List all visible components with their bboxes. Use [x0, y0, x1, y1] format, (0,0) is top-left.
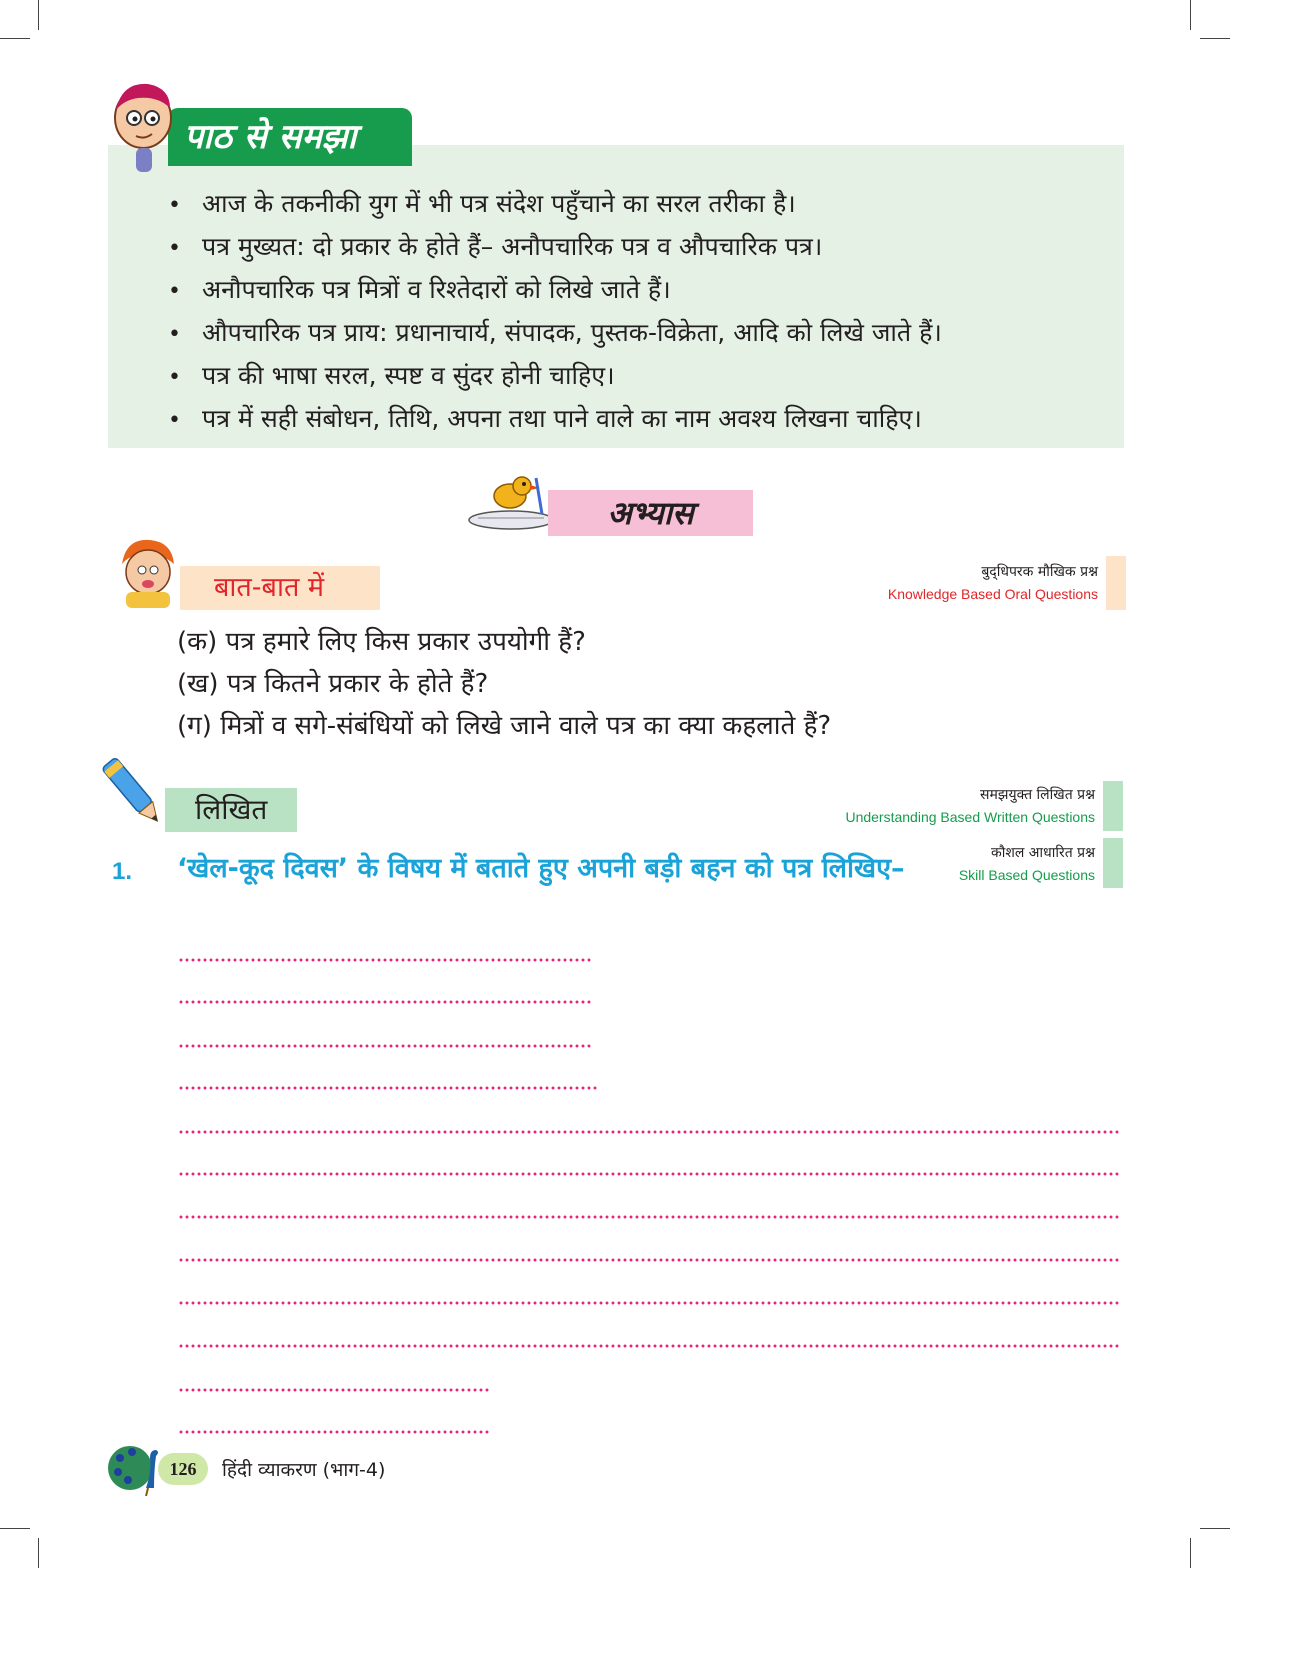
answer-line[interactable] [178, 1215, 1120, 1219]
summary-point: • पत्र मुख्यत: दो प्रकार के होते हैं– अनौपचारिक पत्र व औपचारिक पत्र। [168, 232, 823, 261]
summary-title: पाठ से समझा [168, 108, 412, 166]
page-number: 126 [158, 1453, 208, 1485]
written-label2-hi: कौशल आधारित प्रश्न [990, 845, 1095, 861]
answer-line[interactable] [178, 1344, 1120, 1348]
written-label-understanding [845, 784, 1095, 828]
question-text: ‘खेल-कूद दिवस’ के विषय में बताते हुए अपनी बड़ी बहन को पत्र लिखिए– [177, 853, 905, 884]
oral-question: (ख) पत्र कितने प्रकार के होते हैं? [177, 669, 489, 699]
written-label-skill [959, 842, 1095, 886]
oral-question: (क) पत्र हमारे लिए किस प्रकार उपयोगी हैं? [177, 627, 586, 657]
answer-line[interactable] [178, 1086, 598, 1090]
answer-line[interactable] [178, 1430, 490, 1434]
written-label1-hi: समझयुक्त लिखित प्रश्न [980, 787, 1095, 803]
pencil-illustration [98, 752, 168, 832]
summary-list [168, 185, 942, 443]
written-label1-bar [1103, 781, 1123, 831]
oral-label [888, 561, 1098, 605]
answer-line[interactable] [178, 1388, 490, 1392]
written-label1-en: Understanding Based Written Questions [845, 809, 1095, 825]
crop-mark [1190, 0, 1191, 30]
answer-line[interactable] [178, 1000, 591, 1004]
crop-mark [0, 38, 30, 39]
answer-line[interactable] [178, 1258, 1120, 1262]
answer-line[interactable] [178, 958, 591, 962]
oral-label-bar [1106, 556, 1126, 610]
summary-point: • पत्र की भाषा सरल, स्पष्ट व सुंदर होनी चाहिए। [168, 361, 615, 390]
summary-point: • आज के तकनीकी युग में भी पत्र संदेश पहुँचाने का सरल तरीका है। [168, 189, 796, 218]
answer-line[interactable] [178, 1044, 591, 1048]
summary-point: • पत्र में सही संबोधन, तिथि, अपना तथा पाने वाले का नाम अवश्य लिखना चाहिए। [168, 404, 922, 433]
crop-mark [38, 0, 39, 30]
answer-line[interactable] [178, 1301, 1120, 1305]
bird-writing-illustration [466, 470, 556, 530]
exercise-banner: अभ्यास [548, 490, 753, 536]
written-label2-bar [1103, 838, 1123, 888]
oral-question: (ग) मित्रों व सगे-संबंधियों को लिखे जाने वाले पत्र का क्या कहलाते हैं? [177, 711, 832, 741]
crop-mark [0, 1528, 30, 1529]
summary-point: • औपचारिक पत्र प्राय: प्रधानाचार्य, संपादक, पुस्तक-विक्रेता, आदि को लिखे जाते हैं। [168, 318, 942, 347]
oral-label-hi: बुद्‌धिपरक मौखिक प्रश्न [981, 564, 1098, 580]
crop-mark [38, 1538, 39, 1568]
question-number: 1. [112, 858, 133, 885]
crop-mark [1190, 1538, 1191, 1568]
boy-thinking-illustration [108, 76, 178, 176]
written-section-tag: लिखित [165, 788, 297, 832]
summary-point: • अनौपचारिक पत्र मित्रों व रिश्तेदारों को लिखे जाते हैं। [168, 275, 671, 304]
book-title: हिंदी व्याकरण (भाग-4) [222, 1459, 386, 1481]
written-label2-en: Skill Based Questions [958, 867, 1095, 883]
boy-waving-illustration [112, 534, 187, 609]
answer-line[interactable] [178, 1130, 1120, 1134]
oral-section-tag: बात-बात में [180, 566, 380, 610]
answer-line[interactable] [178, 1172, 1120, 1176]
crop-mark [1200, 1528, 1230, 1529]
crop-mark [1200, 38, 1230, 39]
peacock-icon [106, 1440, 166, 1496]
oral-label-en: Knowledge Based Oral Questions [887, 586, 1098, 602]
